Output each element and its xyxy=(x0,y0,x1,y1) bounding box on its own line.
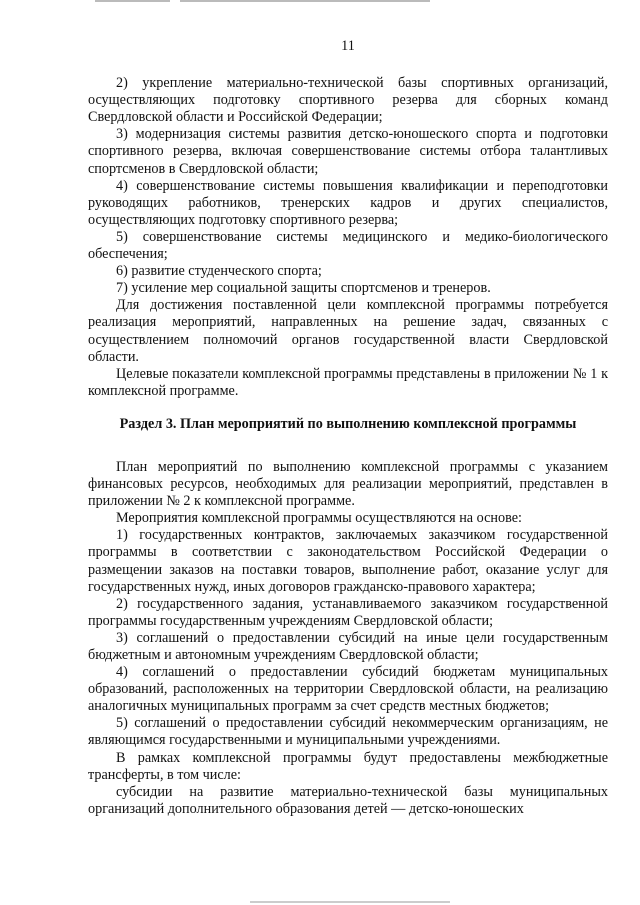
document-page xyxy=(88,38,608,818)
paragraph: субсидии на развитие материально-технической базы муниципальных организаций дополнительного образования детей — детско-юношеских xyxy=(88,783,608,817)
paragraph: 1) государственных контрактов, заключаемых заказчиком государственной программы в соответствии с законодательством Российской Федерации о размещении заказов на поставки товаров, выполнение работ, оказание услуг для государственных нужд, иных договоров гражданско-правового характера; xyxy=(88,527,608,595)
section-heading: Раздел 3. План мероприятий по выполнению комплексной программы xyxy=(119,415,577,432)
paragraph: 5) совершенствование системы медицинского и медико-биологического обеспечения; xyxy=(88,228,608,263)
paragraph: 7) усиление мер социальной защиты спортсменов и тренеров. xyxy=(116,280,491,297)
paragraph: 3) модернизация системы развития детско-юношеского спорта и подготовки спортивного резерва, включая совершенствование системы отбора талантливых спортсменов в Свердловской области; xyxy=(88,126,608,177)
paragraph: 3) соглашений о предоставлении субсидий на иные цели государственным бюджетным и автономным учреждениям Свердловской области; xyxy=(88,629,608,663)
paragraph: 4) совершенствование системы повышения квалификации и переподготовки руководящих работников, тренерских кадров и других специалистов, осуществляющих подготовку спортивного резерва; xyxy=(88,177,608,228)
paragraph: В рамках комплексной программы будут предоставлены межбюджетные трансферты, в том числе: xyxy=(88,749,608,783)
paragraph: Мероприятия комплексной программы осуществляются на основе: xyxy=(116,510,522,527)
page-number: 11 xyxy=(341,38,355,54)
paragraph: 2) государственного задания, устанавливаемого заказчиком государственной программы государственным учреждениям Свердловской области; xyxy=(88,595,608,629)
scan-top-mark xyxy=(95,0,170,2)
paragraph: 6) развитие студенческого спорта; xyxy=(116,263,322,280)
paragraph: 5) соглашений о предоставлении субсидий некоммерческим организациям, не являющимся государственными и муниципальными учреждениями. xyxy=(88,715,608,749)
paragraph: Целевые показатели комплексной программы представлены в приложении № 1 к комплексной программе. xyxy=(88,365,608,399)
paragraph: План мероприятий по выполнению комплексной программы с указанием финансовых ресурсов, необходимых для реализации мероприятий, представлен в приложении № 2 к комплексной программе. xyxy=(88,458,608,510)
scan-top-mark xyxy=(180,0,430,2)
scan-bottom-mark xyxy=(250,901,450,903)
paragraph: 4) соглашений о предоставлении субсидий бюджетам муниципальных образований, расположенных на территории Свердловской области, на реализацию аналогичных муниципальных программ за счет средств местных бюджетов; xyxy=(88,664,608,715)
paragraph: Для достижения поставленной цели комплексной программы потребуется реализация мероприятий, направленных на решение задач, связанных с осуществлением полномочий органов государственной власти Свердловской области. xyxy=(88,297,608,365)
paragraph: 2) укрепление материально-технической базы спортивных организаций, осуществляющих подготовку спортивного резерва для сборных команд Свердловской области и Российской Федерации; xyxy=(88,75,608,126)
